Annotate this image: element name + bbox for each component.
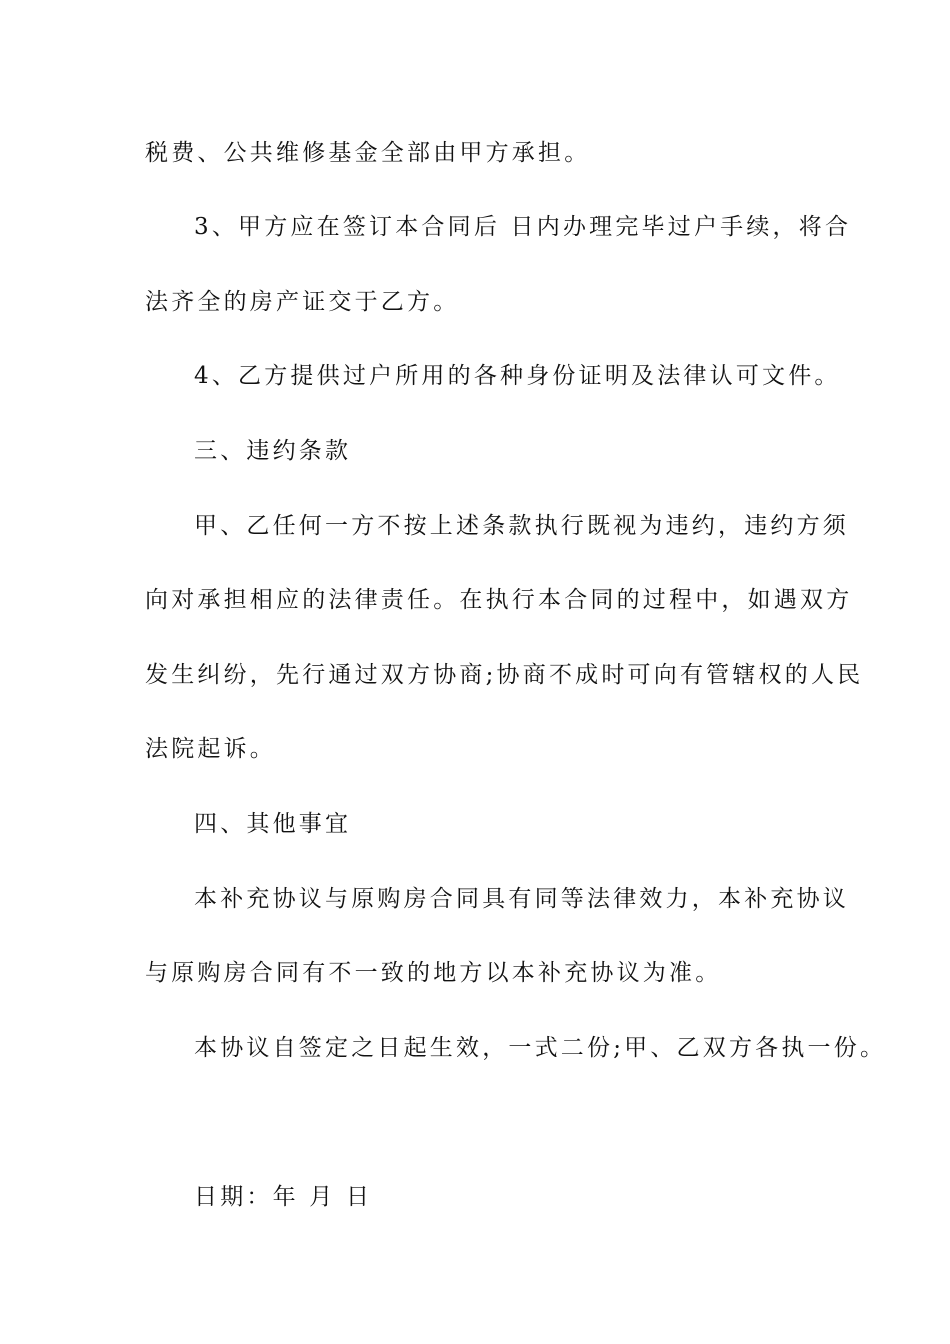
breach-paragraph-line-1: 甲、乙任何一方不按上述条款执行既视为违约，违约方须 (194, 513, 849, 539)
effective-clause: 本协议自签定之日起生效，一式二份;甲、乙双方各执一份。 (194, 1035, 887, 1061)
text-line-tax-fees: 税费、公共维修基金全部由甲方承担。 (145, 140, 591, 166)
other-matters-line-2: 与原购房合同有不一致的地方以本补充协议为准。 (145, 960, 722, 986)
section-heading-other-matters: 四、其他事宜 (194, 811, 352, 837)
breach-paragraph-line-2: 向对承担相应的法律责任。在执行本合同的过程中，如遇双方 (145, 587, 853, 613)
clause-4: 4、乙方提供过户所用的各种身份证明及法律认可文件。 (194, 363, 841, 389)
other-matters-line-1: 本补充协议与原购房合同具有同等法律效力，本补充协议 (194, 886, 849, 912)
breach-paragraph-line-4: 法院起诉。 (145, 736, 276, 762)
date-line: 日期：年 月 日 (194, 1184, 373, 1210)
clause-3-line-2: 法齐全的房产证交于乙方。 (145, 289, 460, 315)
breach-paragraph-line-3: 发生纠纷，先行通过双方协商;协商不成时可向有管辖权的人民 (145, 662, 864, 688)
section-heading-breach: 三、违约条款 (194, 438, 352, 464)
clause-3-line-1: 3、甲方应在签订本合同后 日内办理完毕过户手续，将合 (194, 214, 852, 240)
